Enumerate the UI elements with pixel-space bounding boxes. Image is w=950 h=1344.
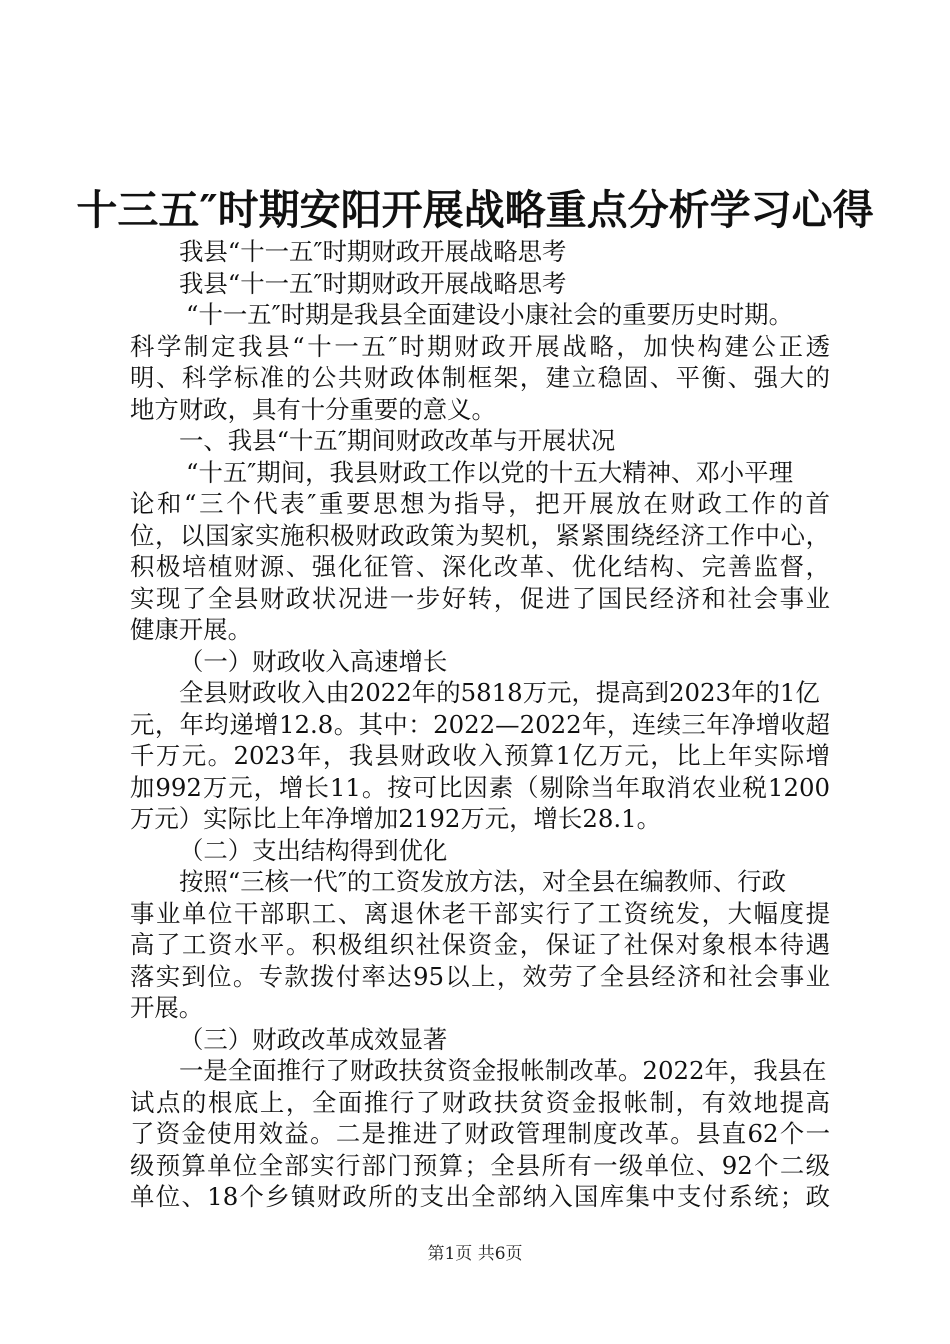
text-line: 积极培植财源、强化征管、深化改革、优化结构、完善监督， [130,552,830,581]
text-line: 开展。 [130,993,204,1022]
text-line: 位，以国家实施积极财政政策为契机，紧紧围绕经济工作中心， [130,520,830,550]
text-line: 明、科学标准的公共财政体制框架，建立稳固、平衡、强大的 [130,363,830,392]
text-line: 事业单位干部职工、离退休老干部实行了工资统发，大幅度提 [130,898,830,928]
subsection-heading: （二）支出结构得到优化 [179,835,448,865]
text-line: 地方财政，具有十分重要的意义。 [130,394,496,424]
text-line: 我县“十一五″时期财政开展战略思考 [179,237,567,266]
text-line: 论和“三个代表″重要思想为指导，把开展放在财政工作的首 [130,489,830,518]
text-line: 按照“三核一代″的工资发放方法，对全县在编教师、行政 [179,867,786,896]
text-line: 试点的根底上，全面推行了财政扶贫资金报帐制，有效地提高 [130,1087,830,1117]
text-line: 单位、18个乡镇财政所的支出全部纳入国库集中支付系统；政 [130,1182,830,1211]
document-body [130,236,830,1213]
text-line: 我县“十一五″时期财政开展战略思考 [179,268,567,298]
subsection-heading: （一）财政收入高速增长 [179,646,448,676]
document-title: 十三五″时期安阳开展战略重点分析学习心得 [76,186,874,234]
section-heading: 一、我县“十五″期间财政改革与开展状况 [179,426,616,455]
text-line: 全县财政收入由2022年的5818万元，提高到2023年的1亿 [179,678,820,707]
text-line: 千万元。2023年，我县财政收入预算1亿万元，比上年实际增 [130,741,830,770]
text-line: 了资金使用效益。二是推进了财政管理制度改革。县直62个一 [130,1119,830,1148]
text-line: 健康开展。 [130,615,252,644]
text-line: 科学制定我县“十一五″时期财政开展战略，加快构建公正透 [130,331,830,361]
subsection-heading: （三）财政改革成效显著 [179,1024,448,1054]
text-line: “十五″期间，我县财政工作以党的十五大精神、邓小平理 [186,457,793,487]
text-line: 高了工资水平。积极组织社保资金，保证了社保对象根本待遇 [130,930,830,959]
text-line: 落实到位。专款拨付率达95以上，效劳了全县经济和社会事业 [130,961,830,991]
text-line: 级预算单位全部实行部门预算；全县所有一级单位、92个二级 [130,1150,830,1180]
text-line: 元，年均递增12.8。其中：2022—2022年，连续三年净增收超 [130,709,830,739]
text-line: 加992万元，增长11。按可比因素（剔除当年取消农业税1200 [130,772,830,802]
text-line: 一是全面推行了财政扶贫资金报帐制改革。2022年，我县在 [179,1056,827,1085]
text-line: “十一五″时期是我县全面建设小康社会的重要历史时期。 [186,300,793,329]
text-line: 万元）实际比上年净增加2192万元，增长28.1。 [130,804,662,833]
page-footer: 第1页 共6页 [427,1244,523,1264]
text-line: 实现了全县财政状况进一步好转，促进了国民经济和社会事业 [130,583,830,613]
